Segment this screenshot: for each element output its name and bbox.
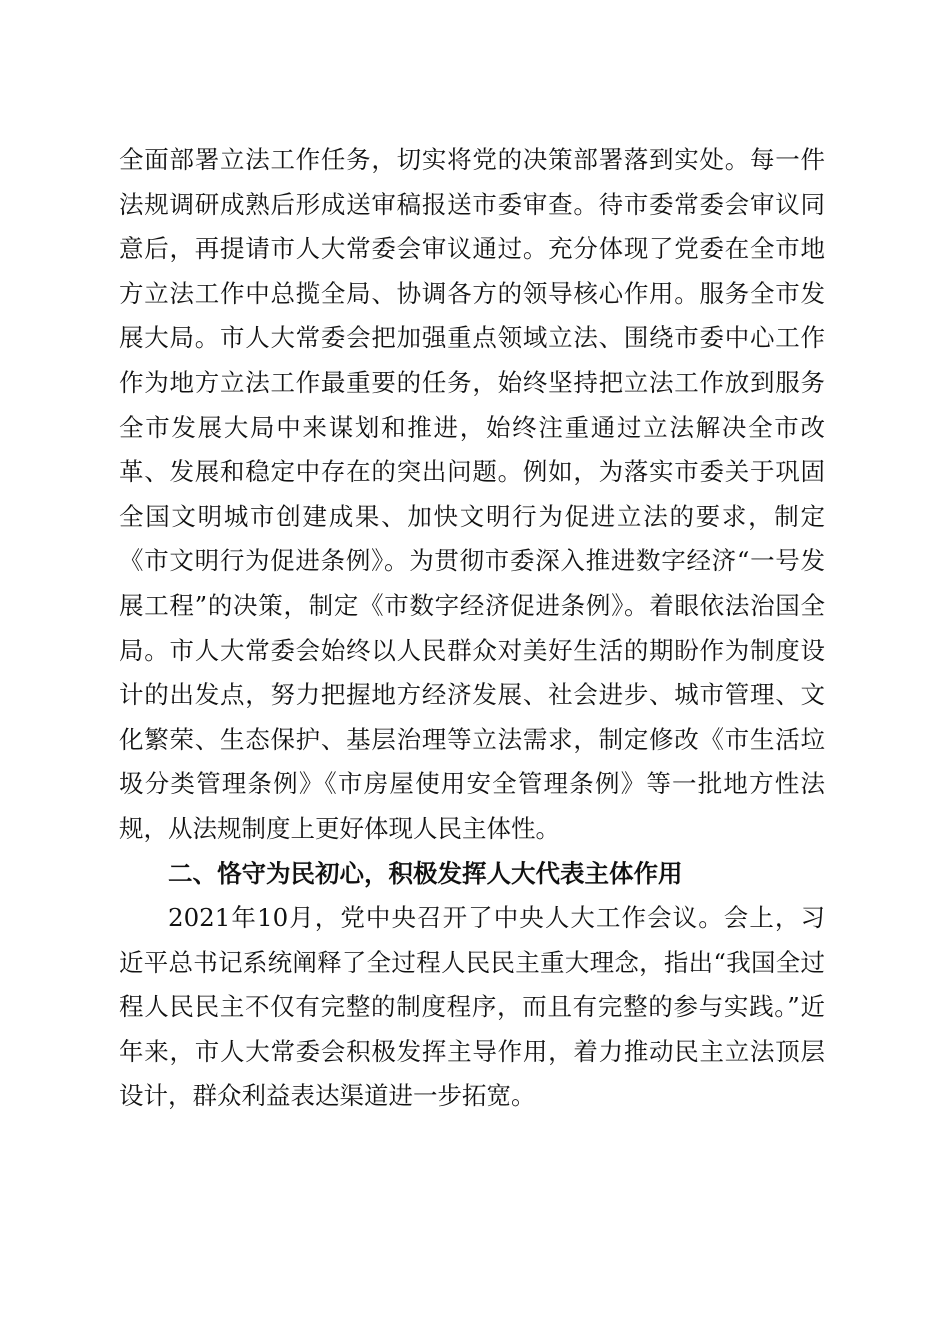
document-body xyxy=(119,138,825,1119)
body-paragraph-continued: 全面部署立法工作任务，切实将党的决策部署落到实处。每一件法规调研成熟后形成送审稿报送市委审查。待市委常委会审议同意后，再提请市人大常委会审议通过。充分体现了党委在全市地方立法工作中总揽全局、协调各方的领导核心作用。服务全市发展大局。市人大常委会把加强重点领域立法、围绕市委中心工作作为地方立法工作最重要的任务，始终坚持把立法工作放到服务全市发展大局中来谋划和推进，始终注重通过立法解决全市改革、发展和稳定中存在的突出问题。例如，为落实市委关于巩固全国文明城市创建成果、加快文明行为促进立法的要求，制定《市文明行为促进条例》。为贯彻市委深入推进数字经济“一号发展工程”的决策，制定《市数字经济促进条例》。着眼依法治国全局。市人大常委会始终以人民群众对美好生活的期盼作为制度设计的出发点，努力把握地方经济发展、社会进步、城市管理、文化繁荣、生态保护、基层治理等立法需求，制定修改《市生活垃圾分类管理条例》《市房屋使用安全管理条例》等一批地方性法规，从法规制度上更好体现人民主体性。 xyxy=(119,145,825,843)
section-heading-2: 二、恪守为民初心，积极发挥人大代表主体作用 xyxy=(168,858,683,888)
body-paragraph-section-2: 2021年10月，党中央召开了中央人大工作会议。会上，习近平总书记系统阐释了全过程人民民主重大理念，指出“我国全过程人民民主不仅有完整的制度程序，而且有完整的参与实践。”近年来，市人大常委会积极发挥主导作用，着力推动民主立法顶层设计，群众利益表达渠道进一步拓宽。 xyxy=(119,903,825,1111)
